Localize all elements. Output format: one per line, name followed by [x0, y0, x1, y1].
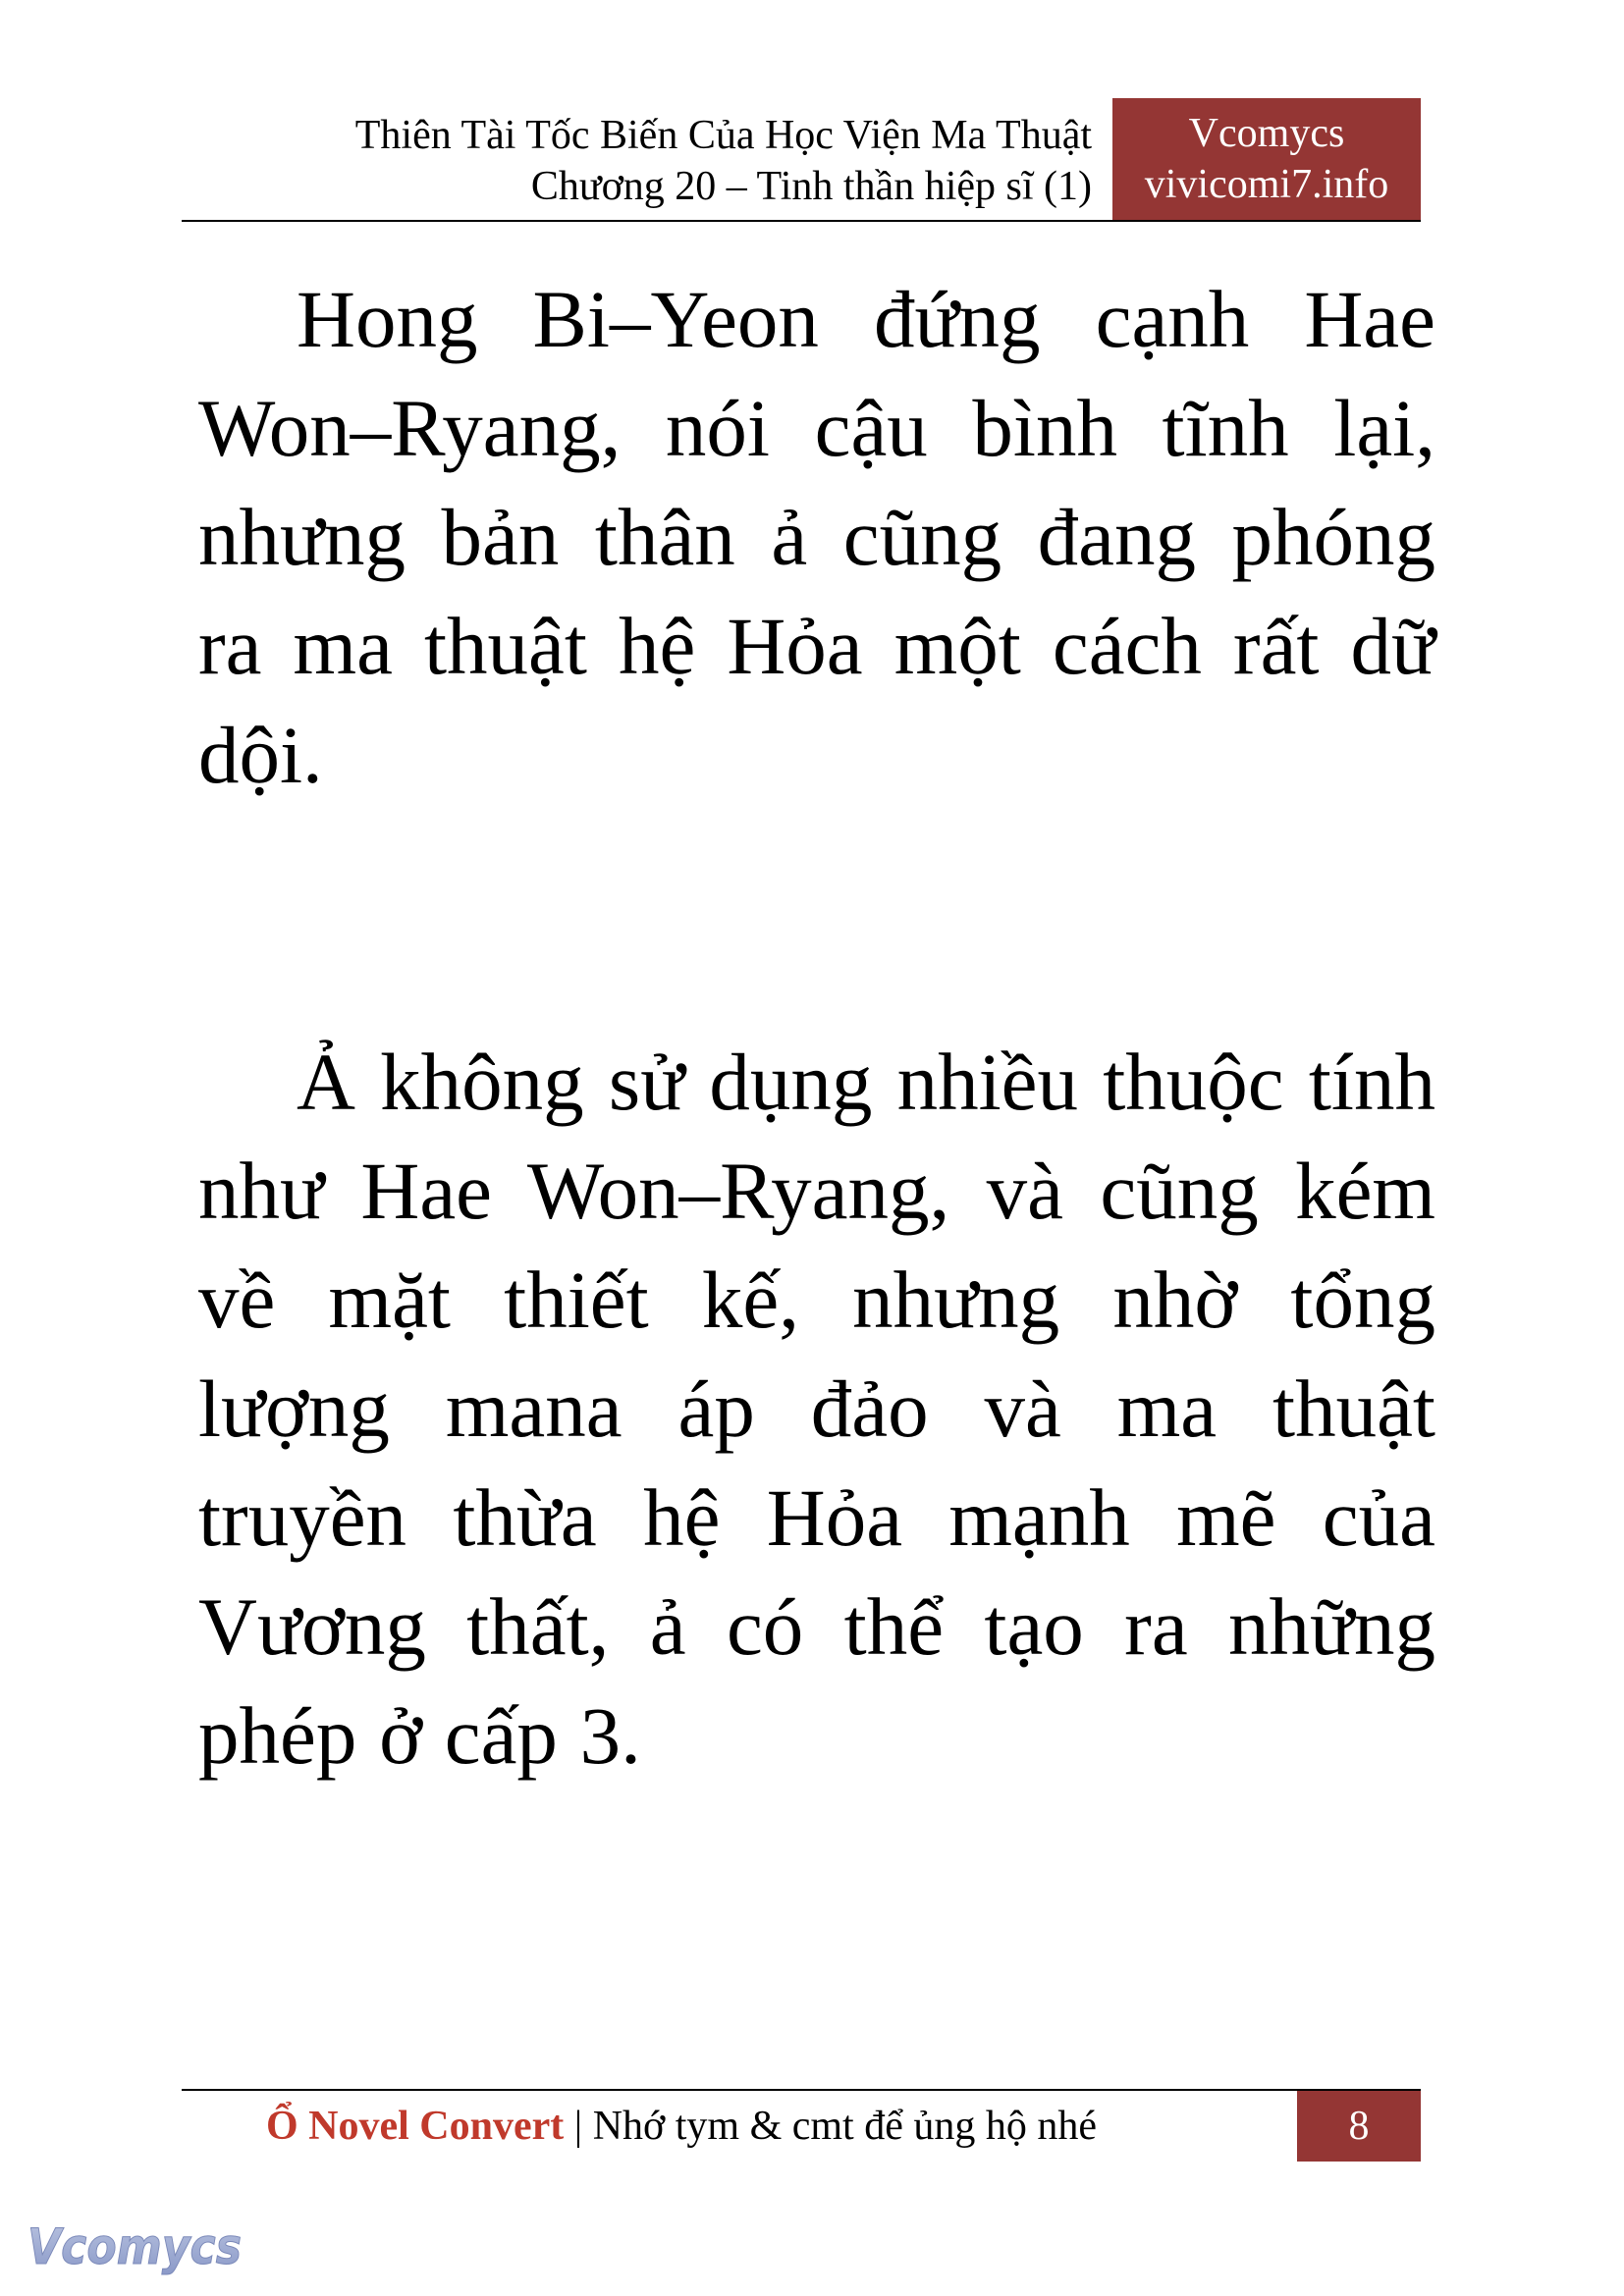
footer-brand: Ổ Novel Convert: [265, 2104, 565, 2149]
chapter-title: Chương 20 – Tinh thần hiệp sĩ (1): [530, 164, 1092, 209]
site-url: vivicomi7.info: [1144, 162, 1389, 207]
watermark-logo-text: Vcomycs: [27, 2218, 242, 2275]
site-badge: [1112, 98, 1421, 220]
watermark-logo-icon: [22, 2215, 247, 2283]
vcomycs-watermark-logo: [22, 2215, 247, 2283]
footer-message: Nhớ tym & cmt để ủng hộ nhé: [592, 2104, 1097, 2149]
book-title: Thiên Tài Tốc Biến Của Học Viện Ma Thuật: [354, 113, 1092, 158]
site-name: Vcomycs: [1188, 111, 1345, 156]
header-titles: [355, 110, 1092, 212]
footer-separator: |: [573, 2104, 583, 2149]
page-number: 8: [1297, 2091, 1421, 2162]
page-footer: [182, 2089, 1421, 2160]
page-header: [182, 98, 1421, 222]
footer-text: [266, 2101, 1097, 2152]
paragraph-2: Ả không sử dụng nhiều thuộc tính như Hae Won–Ryang, và cũng kém về mặt thiết kế, nhưng nhờ tổng lượng mana áp đảo và ma thuật truyền thừa hệ Hỏa mạnh mẽ của Vương thất, ả có thể tạo ra những phép ở cấp 3.: [198, 1037, 1435, 1781]
paragraph-1: Hong Bi–Yeon đứng cạnh Hae Won–Ryang, nói cậu bình tĩnh lại, nhưng bản thân ả cũng đang phóng ra ma thuật hệ Hỏa một cách rất dữ dội.: [198, 274, 1435, 800]
chapter-content: [198, 265, 1435, 1790]
